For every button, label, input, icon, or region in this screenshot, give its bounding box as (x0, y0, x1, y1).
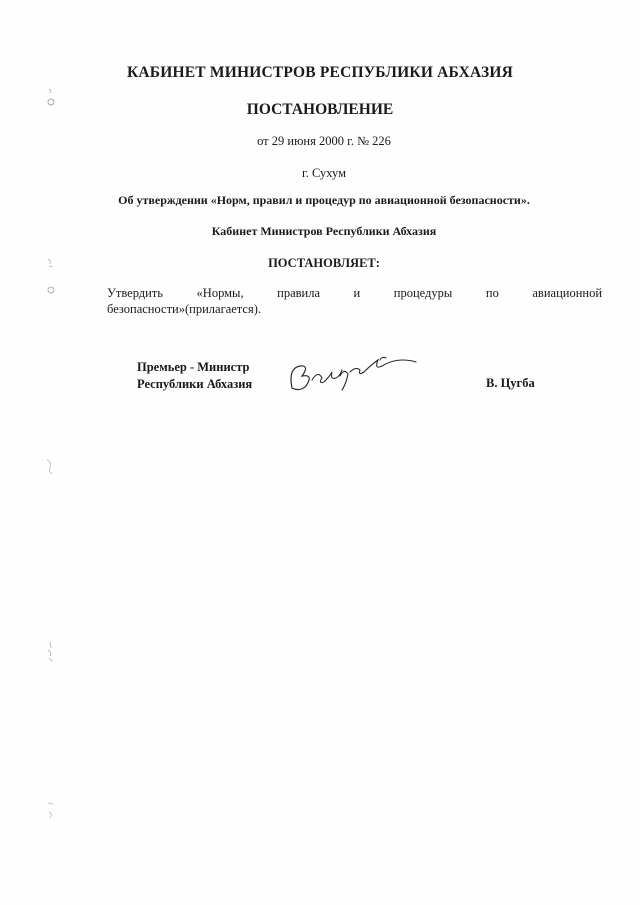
decree-word: авиационной (532, 286, 603, 300)
binder-hole-mark (44, 640, 58, 664)
signatory-position-line: Республики Абхазия (137, 377, 253, 391)
decree-paragraph-continuation: безопасности»(прилагается). (107, 302, 261, 316)
enacting-body: Кабинет Министров Республики Абхазия (211, 224, 437, 238)
decree-verb: ПОСТАНОВЛЯЕТ: (268, 256, 380, 270)
decree-word: «Нормы, (196, 286, 244, 300)
decree-paragraph-line (107, 286, 602, 301)
decree-word: правила (277, 286, 320, 300)
signatory-name: В. Цугба (486, 376, 535, 390)
document-type-heading: ПОСТАНОВЛЕНИЕ (246, 101, 394, 118)
decree-word: по (485, 286, 499, 300)
handwritten-signature (282, 350, 422, 400)
binder-hole-mark (44, 456, 58, 480)
decree-word: Утвердить (107, 286, 163, 300)
binder-hole-mark (44, 282, 58, 306)
binder-hole-mark (44, 800, 58, 824)
document-city: г. Сухум (301, 166, 346, 180)
decree-word: и (353, 286, 361, 300)
document-date-number: от 29 июня 2000 г. № 226 (257, 134, 391, 148)
decree-word: процедуры (393, 286, 453, 300)
signatory-position (137, 359, 252, 393)
organization-title: КАБИНЕТ МИНИСТРОВ РЕСПУБЛИКИ АБХАЗИЯ (126, 64, 514, 81)
signatory-position-line: Премьер - Министр (137, 360, 250, 374)
document-subject: Об утверждении «Норм, правил и процедур по авиационной безопасности». (118, 193, 530, 207)
